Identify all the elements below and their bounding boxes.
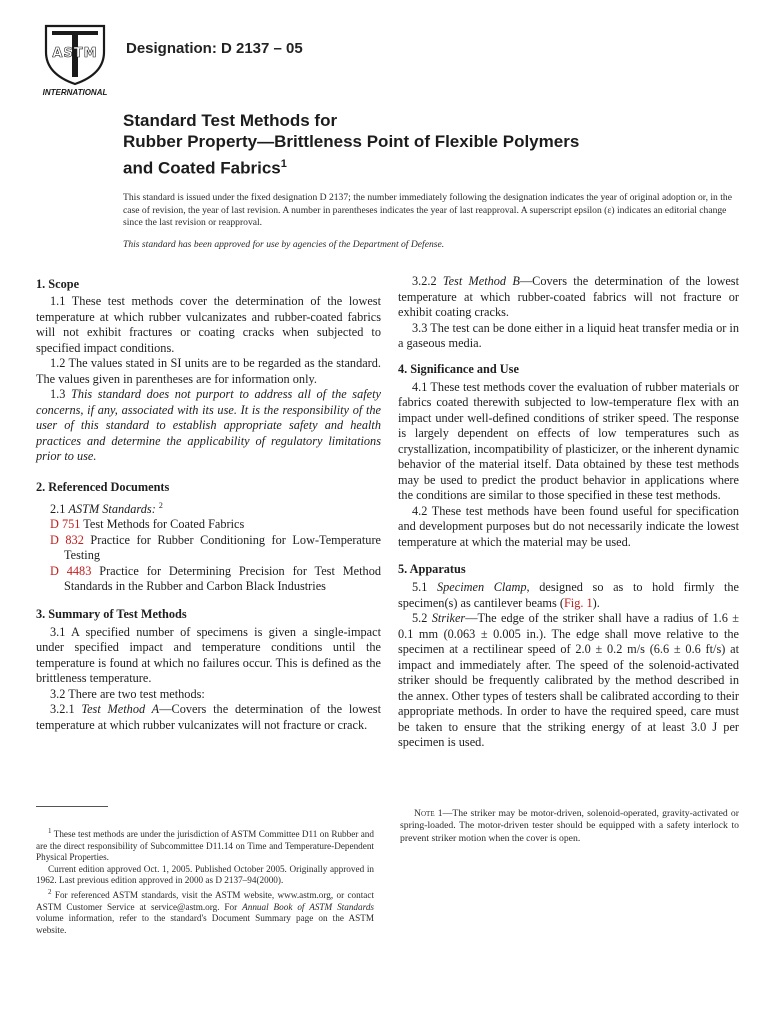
footnote-1-approval: Current edition approved Oct. 1, 2005. Published October 2005. Originally approved in 1962. Last previous edition approved in 2000 as D 2137–94(2000).: [36, 863, 374, 886]
document-title: [123, 111, 743, 180]
reference-item: D 832 Practice for Rubber Conditioning for Low-Temperature Testing: [50, 532, 381, 563]
para-1-1: 1.1 These test methods cover the determination of the lowest temperature at which rubber vulcanizates and rubber-coated fabrics will not exhibit fractures or coating cracks when subjected to specified impact conditions.: [36, 294, 381, 355]
para-1-2: 1.2 The values stated in SI units are to be regarded as the standard. The values given in parentheses are for information only.: [36, 356, 381, 386]
right-column: [398, 274, 739, 751]
reference-link-d4483[interactable]: D 4483: [50, 563, 92, 578]
astm-logo: [32, 22, 118, 98]
issued-statement: This standard is issued under the fixed designation D 2137; the number immediately following the designation indicates the year of original adoption or, in the case of revision, the year of last revision. A number in parentheses indicates the year of last reapproval. A superscript epsilon (ε) indicates an editorial change since the last revision or reapproval.: [123, 192, 732, 229]
left-column: [36, 276, 381, 733]
title-line-1: Standard Test Methods for: [123, 111, 338, 130]
para-3-3: 3.3 The test can be done either in a liquid heat transfer media or in a gaseous media.: [398, 320, 739, 350]
reference-item: D 751 Test Methods for Coated Fabrics: [50, 517, 245, 532]
para-3-2-1: 3.2.1 Test Method A—Covers the determination of the lowest temperature at which rubber vulcanizates will not fracture or crack.: [36, 702, 381, 732]
section-1-heading: 1. Scope: [36, 277, 80, 291]
section-2-heading: 2. Referenced Documents: [36, 479, 170, 494]
figure-1-link[interactable]: Fig. 1: [563, 595, 593, 610]
reference-link-d751[interactable]: D 751: [50, 517, 81, 532]
reference-item: D 4483 Practice for Determining Precision for Test Method Standards in the Rubber and Carbon Black Industries: [50, 563, 381, 594]
footnote-1: $^1$ These test methods are under the jurisdiction of ASTM Committee D11 on Rubber and are the direct responsibility of Subcommittee D11.14 on Time and Temperature-Dependent Physical Properties.: [36, 827, 374, 863]
para-4-2: 4.2 These test methods have been found useful for specification and development purposes but do not necessarily indicate the lowest temperature at which the material may be used.: [398, 503, 739, 549]
logo-subtext: INTERNATIONAL: [42, 88, 108, 97]
section-5-heading: 5. Apparatus: [398, 562, 466, 576]
para-5-2: 5.2 Striker—The edge of the striker shall have a radius of 1.6 ± 0.1 mm (0.063 ± 0.005 in.). The edge shall move relative to the specimen at a rectilinear speed of 2.0 ± 0.2 m/s (6.6 ± 0.6 ft/s) at impact and immediately after. The speed of the solenoid-activated striker should be frequently calibrated by the method described in the annex. Other types of testers shall be calibrated according to their appropriate methods. In order to have the required speed, care must be taken to ensure that the striking energy of at least 3.0 J per specimen is used.: [398, 611, 739, 749]
section-3-heading: 3. Summary of Test Methods: [36, 606, 187, 621]
footnote-2: $^2$ For referenced ASTM standards, visit the ASTM website, www.astm.org, or contact ASTM Customer Service at service@astm.org. For Annual Book of ASTM Standards volume information, refer to the standard's Document Summary page on the ASTM website.: [36, 888, 374, 935]
title-line-3: and Coated Fabrics$^1$: [123, 158, 287, 178]
footnotes: [36, 826, 374, 936]
title-footnote-mark: 1: [280, 158, 287, 170]
para-3-1: 3.1 A specified number of specimens is given a single-impact under specified impact and temperature conditions until the temperature is found at which no failures occur. This is defined as the brittleness temperature.: [36, 624, 381, 686]
preamble: [123, 192, 743, 251]
para-3-2: 3.2 There are two test methods:: [50, 686, 205, 701]
para-1-3: 1.3 This standard does not purport to address all of the safety concerns, if any, associated with its use. It is the responsibility of the user of this standard to establish appropriate safety and health practices and determine the applicability of regulatory limitations prior to use.: [36, 387, 381, 463]
para-2-1: 2.1 ASTM Standards: $^2$: [50, 500, 163, 516]
note-1: Note 1—The striker may be motor-driven, solenoid-operated, gravity-activated or spring-loaded. The motor-driven tester should be equipped with a safety interlock to prevent striker motion when the cover is open.: [400, 808, 739, 844]
footnote-divider: [36, 806, 108, 807]
title-line-2: Rubber Property—Brittleness Point of Flexible Polymers: [123, 132, 580, 151]
para-4-1: 4.1 These test methods cover the evaluation of rubber materials or fabrics coated therewith subjected to low-temperature flex with an impact under well-defined conditions of striker speed. The response is largely dependent on effects of low temperatures such as crystallization, incompatibility of plasticizer, or the inherent dynamic behavior of the material itself. Data obtained by these test methods may be used to predict the product behavior in applications where the conditions are similar to those specified in these test methods.: [398, 379, 739, 502]
logo-text: ASTM: [52, 46, 98, 61]
reference-link-d832[interactable]: D 832: [50, 532, 84, 547]
section-4-heading: 4. Significance and Use: [398, 361, 519, 376]
para-5-1: 5.1 Specimen Clamp, designed so as to hold firmly the specimen(s) as cantilever beams (Fig. 1).: [398, 580, 739, 610]
dod-statement: This standard has been approved for use by agencies of the Department of Defense.: [123, 238, 445, 250]
para-3-2-2: 3.2.2 Test Method B—Covers the determination of the lowest temperature at which rubber-coated fabrics will not fracture or exhibit coating cracks.: [398, 274, 739, 319]
designation: Designation: D 2137 – 05: [126, 40, 303, 57]
